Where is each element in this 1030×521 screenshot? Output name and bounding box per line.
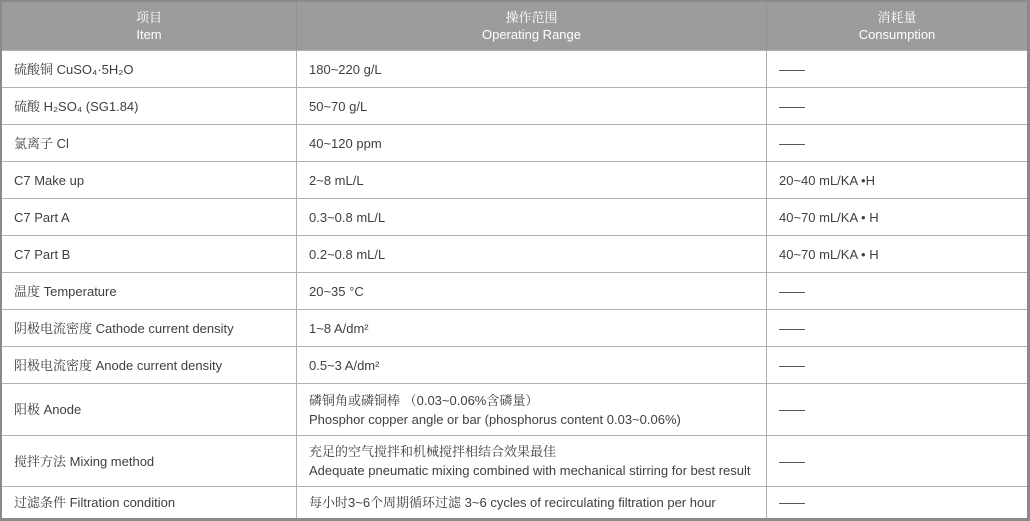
range-line: 50~70 g/L [309,98,368,114]
range-line: 0.2~0.8 mL/L [309,246,386,262]
table-row-anode [2,383,1027,435]
consumption-cell: —— [779,61,805,77]
item-cell: 阴极电流密度 Cathode current density [2,310,297,346]
range-line: 每小时3~6个周期循环过滤 3~6 cycles of recirculating filtration per hour [309,495,716,510]
range-line: 40~120 ppm [309,135,382,151]
consumption-cell: —— [779,283,805,299]
range-cell [297,88,767,124]
item-cell: 过滤条件 Filtration condition [2,487,297,518]
item-cell: C7 Part A [2,199,297,235]
table-row-anode-current-density [2,346,1027,383]
column-header-operating-range-en: Operating Range [481,27,581,42]
consumption-cell: —— [779,495,805,510]
column-header-consumption [767,2,1027,50]
range-cell [297,125,767,161]
range-cell [297,310,767,346]
range-cell [297,199,767,235]
consumption-cell: 20~40 mL/KA •H [779,172,875,188]
range-line-zh: 磷铜角或磷铜棒 （0.03~0.06%含磷量） [309,392,539,408]
table-row-c7-make-up [2,161,1027,198]
range-line: 1~8 A/dm² [309,320,369,336]
range-cell [297,273,767,309]
column-header-operating-range-zh: 操作范围 [505,10,558,25]
range-cell [297,51,767,87]
consumption-cell: 40~70 mL/KA • H [779,246,879,262]
range-cell [297,236,767,272]
consumption-cell: —— [779,402,805,417]
table-row-c7-part-a [2,198,1027,235]
item-cell: 硫酸铜 CuSO₄·5H₂O [2,51,297,87]
range-line: 0.5~3 A/dm² [309,357,380,373]
range-line: 20~35 °C [309,283,364,299]
range-cell [297,487,767,518]
column-header-item-zh: 项目 [135,10,162,25]
table-row-c7-part-b [2,235,1027,272]
table-row-cathode-current-density [2,309,1027,346]
consumption-cell: —— [779,135,805,151]
item-cell: 阳极电流密度 Anode current density [2,347,297,383]
table-row-chloride-ion [2,124,1027,161]
item-cell: 阳极 Anode [2,384,297,435]
item-cell: 搅拌方法 Mixing method [2,436,297,486]
table-row-copper-sulfate [2,50,1027,87]
range-cell [297,436,767,486]
column-header-item [2,2,297,50]
column-header-consumption-zh: 消耗量 [877,10,917,25]
consumption-cell: —— [779,320,805,336]
consumption-cell: 40~70 mL/KA • H [779,209,879,225]
range-cell [297,384,767,435]
table-row-sulfuric-acid [2,87,1027,124]
column-header-consumption-en: Consumption [858,27,936,42]
column-header-operating-range [297,2,767,50]
table-header-row [2,2,1027,50]
item-cell: C7 Part B [2,236,297,272]
table-row-mixing-method [2,435,1027,486]
consumption-cell: —— [779,453,805,469]
range-line: 180~220 g/L [309,61,382,77]
item-cell: C7 Make up [2,162,297,198]
item-cell: 氯离子 Cl [2,125,297,161]
range-line-en: Adequate pneumatic mixing combined with mechanical stirring for best result [309,463,751,478]
item-cell: 温度 Temperature [2,273,297,309]
table-row-filtration-condition [2,486,1027,518]
range-line: 0.3~0.8 mL/L [309,209,386,225]
item-cell: 硫酸 H₂SO₄ (SG1.84) [2,88,297,124]
range-line-en: Phosphor copper angle or bar (phosphorus content 0.03~0.06%) [309,411,681,427]
range-cell [297,162,767,198]
range-line-zh: 充足的空气搅拌和机械搅拌相结合效果最佳 [309,444,557,459]
consumption-cell: —— [779,98,805,114]
range-cell [297,347,767,383]
table-row-temperature [2,272,1027,309]
consumption-cell: —— [779,357,805,373]
column-header-item-en: Item [136,27,162,42]
range-line: 2~8 mL/L [309,172,364,188]
